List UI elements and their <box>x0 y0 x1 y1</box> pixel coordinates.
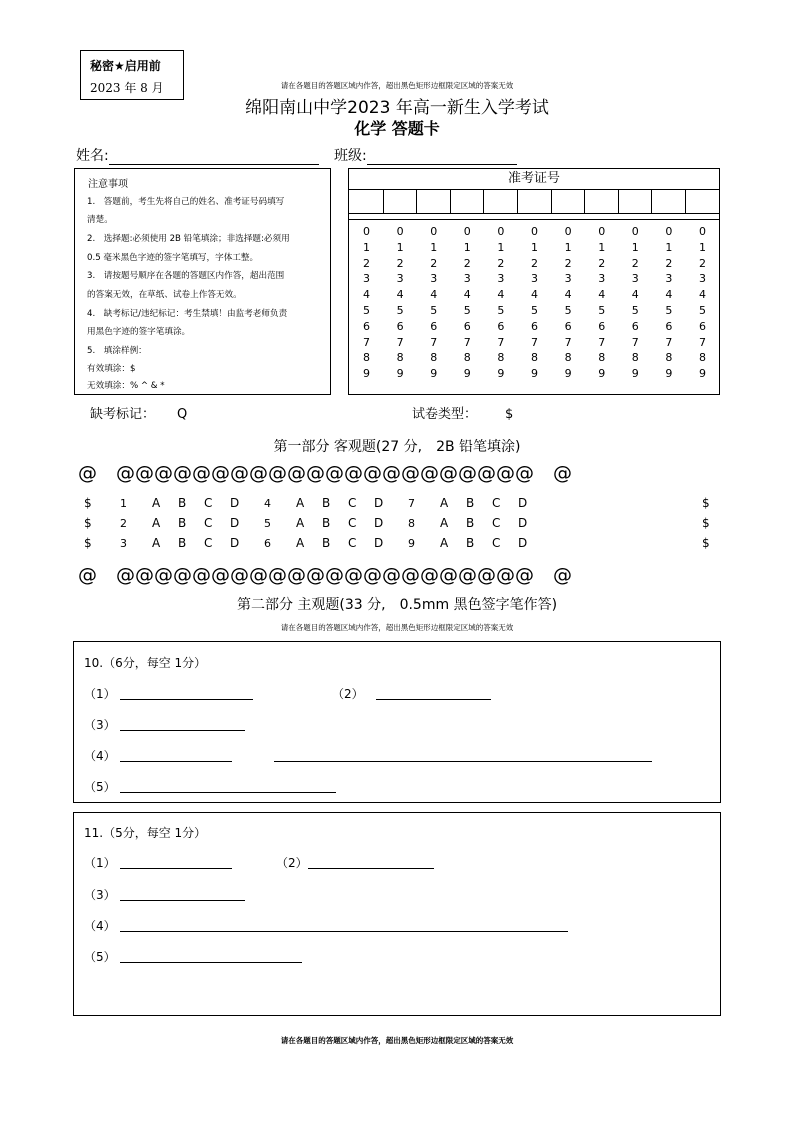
q11-label-3: （3） <box>84 888 116 902</box>
exam-digit-bubble[interactable]: 0 <box>598 225 606 238</box>
q10-label-4: （4） <box>84 749 116 763</box>
q10-answer-1[interactable] <box>120 699 253 700</box>
exam-number-cell-divider <box>551 189 552 213</box>
exam-digit-bubble[interactable]: 9 <box>598 367 606 381</box>
exam-digit-bubble[interactable]: 3 <box>699 272 706 286</box>
q11-label-5: （5） <box>84 950 116 964</box>
exam-digit-bubble[interactable]: 8 <box>363 351 370 365</box>
exam-digit-bubble[interactable]: 1 <box>497 240 505 254</box>
exam-digit-bubble[interactable]: 1 <box>598 240 606 254</box>
option-bubble[interactable]: D <box>374 536 384 550</box>
option-bubble[interactable]: A <box>152 516 161 530</box>
exam-digit-column <box>350 224 384 382</box>
exam-number-cell-divider <box>383 189 384 213</box>
exam-number-divider <box>349 213 719 214</box>
exam-number-title: 准考证号 <box>349 169 719 190</box>
exam-digit-column <box>383 224 417 382</box>
exam-digit-bubble[interactable]: 8 <box>463 351 471 365</box>
exam-digit-bubble[interactable]: 2 <box>665 256 673 270</box>
notice-line: 的答案无效，在草纸、试卷上作答无效。 <box>87 290 242 300</box>
exam-digit-column <box>551 224 585 382</box>
q11-label-1: （1） <box>84 856 116 870</box>
exam-digit-bubble[interactable]: 4 <box>598 288 606 302</box>
option-bubble[interactable]: C <box>348 536 357 550</box>
notice-line: 0.5 毫米黑色字迹的签字笔填写，字体工整。 <box>87 253 259 263</box>
paper-type-label: 试卷类型： <box>412 407 478 422</box>
exam-digit-bubble[interactable]: 3 <box>564 272 572 286</box>
exam-digit-bubble[interactable]: 5 <box>699 303 706 317</box>
exam-digit-bubble[interactable]: 9 <box>531 367 538 381</box>
notice-line: 清楚。 <box>87 215 113 225</box>
exam-digit-bubble[interactable]: 5 <box>363 303 370 317</box>
q10-label-2: （2） <box>332 687 364 701</box>
footer-notice: 请在各题目的答题区域内作答，超出黑色矩形边框限定区域的答案无效 <box>280 1036 514 1045</box>
exam-digit-bubble[interactable]: 1 <box>363 240 370 254</box>
exam-number-cell-divider <box>618 189 619 213</box>
exam-digit-bubble[interactable]: 4 <box>564 288 572 302</box>
exam-digit-bubble[interactable]: 4 <box>497 288 505 302</box>
notice-line: 5. 填涂样例： <box>87 346 147 356</box>
exam-digit-bubble[interactable]: 1 <box>531 240 538 254</box>
question-number: 2 <box>120 517 127 530</box>
exam-digit-bubble[interactable]: 5 <box>463 303 471 317</box>
exam-digit-bubble[interactable]: 4 <box>463 288 471 302</box>
exam-digit-bubble[interactable]: 9 <box>396 367 404 381</box>
exam-digit-bubble[interactable]: 2 <box>396 256 404 270</box>
exam-digit-bubble[interactable]: 3 <box>531 272 538 286</box>
timing-marks-bottom: @ @@@@@@@@@@@@@@@@@@@@@@ @ <box>78 564 573 586</box>
option-bubble[interactable]: D <box>518 516 528 530</box>
exam-digit-bubble[interactable]: 3 <box>363 272 370 286</box>
q11-answer-3[interactable] <box>120 900 245 901</box>
exam-digit-bubble[interactable]: 7 <box>564 335 572 349</box>
q11-answer-5[interactable] <box>120 962 302 963</box>
exam-digit-bubble[interactable]: 7 <box>665 335 673 349</box>
exam-digit-column <box>585 224 619 382</box>
absent-label: 缺考标记： <box>90 407 156 422</box>
option-bubble[interactable]: C <box>492 536 501 550</box>
question-11-box <box>73 812 721 1016</box>
q10-label-5: （5） <box>84 780 116 794</box>
paper-type-row <box>412 403 513 422</box>
option-bubble[interactable]: C <box>492 496 501 510</box>
exam-digit-bubble[interactable]: 5 <box>631 303 639 317</box>
option-bubble[interactable]: C <box>492 516 501 530</box>
option-bubble[interactable]: D <box>230 516 240 530</box>
exam-digit-bubble[interactable]: 0 <box>463 225 471 238</box>
exam-digit-column <box>450 224 484 382</box>
exam-digit-bubble[interactable]: 7 <box>363 335 370 349</box>
exam-digit-bubble[interactable]: 6 <box>430 319 438 333</box>
exam-digit-bubble[interactable]: 0 <box>665 225 673 238</box>
exam-digit-bubble[interactable]: 3 <box>463 272 471 286</box>
exam-number-cell-divider <box>416 189 417 213</box>
exam-digit-bubble[interactable]: 7 <box>430 335 438 349</box>
option-bubble[interactable]: D <box>230 496 240 510</box>
notice-line: 1. 答题前，考生先将自己的姓名、准考证号码填写 <box>87 197 285 207</box>
exam-digit-bubble[interactable]: 9 <box>497 367 505 381</box>
notice-line: 用黑色字迹的签字笔填涂。 <box>87 327 191 337</box>
exam-digit-bubble[interactable]: 2 <box>497 256 505 270</box>
exam-number-cell-divider <box>483 189 484 213</box>
timing-mark-left: $ <box>84 516 92 530</box>
question-number: 3 <box>120 537 127 550</box>
notice-line: 有效填涂：$ <box>87 364 136 374</box>
secret-label: 秘密★启用前 <box>90 59 161 73</box>
timing-marks-top: @ @@@@@@@@@@@@@@@@@@@@@@ @ <box>78 462 573 484</box>
class-label: 班级: <box>334 148 367 164</box>
q10-answer-5[interactable] <box>120 792 336 793</box>
paper-type-bubble[interactable]: $ <box>505 407 514 422</box>
exam-digit-bubble[interactable]: 3 <box>430 272 438 286</box>
exam-digit-bubble[interactable]: 0 <box>699 225 706 238</box>
exam-digit-bubble[interactable]: 4 <box>531 288 538 302</box>
option-bubble[interactable]: D <box>374 516 384 530</box>
option-bubble[interactable]: A <box>440 516 449 530</box>
question-number: 7 <box>408 497 415 510</box>
exam-digit-bubble[interactable]: 0 <box>497 225 505 238</box>
q10-answer-4b[interactable] <box>274 761 652 762</box>
exam-digit-bubble[interactable]: 0 <box>531 225 538 238</box>
q10-label-1: （1） <box>84 687 116 701</box>
timing-mark-right: $ <box>702 496 710 510</box>
q11-label-4: （4） <box>84 919 116 933</box>
option-bubble[interactable]: C <box>204 536 213 550</box>
option-bubble[interactable]: A <box>296 496 305 510</box>
option-bubble[interactable]: C <box>348 496 357 510</box>
exam-digit-bubble[interactable]: 9 <box>631 367 639 381</box>
exam-number-cell-divider <box>450 189 451 213</box>
exam-digit-bubble[interactable]: 4 <box>363 288 370 302</box>
exam-digit-column <box>518 224 552 382</box>
exam-digit-bubble[interactable]: 8 <box>497 351 505 365</box>
exam-digit-bubble[interactable]: 9 <box>564 367 572 381</box>
exam-digit-bubble[interactable]: 2 <box>463 256 471 270</box>
exam-digit-column <box>484 224 518 382</box>
exam-digit-bubble[interactable]: 9 <box>430 367 438 381</box>
notice-line: 3. 请按题号顺序在各题的答题区内作答，超出范围 <box>87 271 285 281</box>
exam-digit-bubble[interactable]: 0 <box>564 225 572 238</box>
exam-digit-bubble[interactable]: 6 <box>463 319 471 333</box>
exam-number-cell-divider <box>517 189 518 213</box>
notice-box <box>74 168 331 395</box>
option-bubble[interactable]: B <box>322 496 331 510</box>
option-bubble[interactable]: B <box>322 536 331 550</box>
option-bubble[interactable]: B <box>178 536 187 550</box>
exam-digit-bubble[interactable]: 7 <box>497 335 505 349</box>
exam-digit-bubble[interactable]: 8 <box>564 351 572 365</box>
option-bubble[interactable]: B <box>466 516 475 530</box>
exam-digit-bubble[interactable]: 7 <box>699 335 706 349</box>
question-number: 5 <box>264 517 271 530</box>
exam-digit-bubble[interactable]: 1 <box>430 240 438 254</box>
exam-digit-bubble[interactable]: 6 <box>564 319 572 333</box>
question-number: 8 <box>408 517 415 530</box>
exam-digit-bubble[interactable]: 6 <box>497 319 505 333</box>
notice-line: 2. 选择题:必须使用 2B 铅笔填涂；非选择题:必须用 <box>87 234 290 244</box>
exam-digit-bubble[interactable]: 6 <box>531 319 538 333</box>
exam-digit-bubble[interactable]: 8 <box>430 351 438 365</box>
exam-date: 2023 年 8 月 <box>90 81 164 95</box>
option-bubble[interactable]: C <box>204 516 213 530</box>
option-bubble[interactable]: A <box>440 496 449 510</box>
class-row <box>334 145 517 165</box>
option-bubble[interactable]: A <box>296 536 305 550</box>
exam-digit-bubble[interactable]: 3 <box>396 272 404 286</box>
exam-digit-bubble[interactable]: 1 <box>699 240 706 254</box>
option-bubble[interactable]: A <box>152 536 161 550</box>
option-bubble[interactable]: C <box>204 496 213 510</box>
q10-answer-2[interactable] <box>376 699 491 700</box>
timing-mark-right: $ <box>702 516 710 530</box>
exam-digit-bubble[interactable]: 4 <box>665 288 673 302</box>
exam-digit-bubble[interactable]: 7 <box>463 335 471 349</box>
exam-digit-bubble[interactable]: 1 <box>564 240 572 254</box>
option-bubble[interactable]: B <box>178 516 187 530</box>
q11-answer-1[interactable] <box>120 868 232 869</box>
exam-number-cell-divider <box>584 189 585 213</box>
exam-digit-bubble[interactable]: 7 <box>396 335 404 349</box>
exam-digit-bubble[interactable]: 0 <box>631 225 639 238</box>
notice-title: 注意事项 <box>88 179 128 190</box>
option-bubble[interactable]: D <box>518 536 528 550</box>
exam-digit-column <box>652 224 686 382</box>
option-bubble[interactable]: B <box>322 516 331 530</box>
exam-digit-bubble[interactable]: 5 <box>497 303 505 317</box>
sheet-subtitle: 化学 答题卡 <box>354 119 440 138</box>
class-field[interactable] <box>367 164 517 165</box>
q11-answer-2[interactable] <box>308 868 434 869</box>
part1-title: 第一部分 客观题(27 分, 2B 铅笔填涂) <box>273 439 521 455</box>
exam-digit-bubble[interactable]: 2 <box>699 256 706 270</box>
exam-title: 绵阳南山中学2023 年高一新生入学考试 <box>245 98 549 118</box>
exam-digit-bubble[interactable]: 5 <box>430 303 438 317</box>
exam-digit-bubble[interactable]: 5 <box>396 303 404 317</box>
exam-digit-bubble[interactable]: 6 <box>631 319 639 333</box>
absent-row <box>90 403 187 422</box>
question-11-title: 11.（5分，每空 1分） <box>84 826 207 840</box>
exam-digit-bubble[interactable]: 4 <box>396 288 404 302</box>
exam-digit-bubble[interactable]: 1 <box>631 240 639 254</box>
exam-digit-column <box>618 224 652 382</box>
absent-bubble[interactable]: Q <box>177 407 188 422</box>
exam-digit-bubble[interactable]: 0 <box>430 225 438 238</box>
exam-digit-bubble[interactable]: 2 <box>531 256 538 270</box>
exam-digit-bubble[interactable]: 4 <box>631 288 639 302</box>
exam-digit-bubble[interactable]: 7 <box>631 335 639 349</box>
exam-digit-bubble[interactable]: 9 <box>699 367 706 381</box>
option-bubble[interactable]: B <box>178 496 187 510</box>
exam-digit-bubble[interactable]: 2 <box>430 256 438 270</box>
exam-digit-bubble[interactable]: 8 <box>396 351 404 365</box>
question-number: 9 <box>408 537 415 550</box>
option-bubble[interactable]: D <box>518 496 528 510</box>
exam-digit-bubble[interactable]: 9 <box>363 367 370 381</box>
name-row <box>76 145 319 165</box>
exam-digit-bubble[interactable]: 4 <box>430 288 438 302</box>
option-bubble[interactable]: A <box>152 496 161 510</box>
part2-notice: 请在各题目的答题区域内作答，超出黑色矩形边框限定区域的答案无效 <box>280 623 514 632</box>
option-bubble[interactable]: C <box>348 516 357 530</box>
exam-digit-column <box>417 224 451 382</box>
exam-digit-bubble[interactable]: 1 <box>396 240 404 254</box>
question-10-title: 10.（6分，每空 1分） <box>84 656 207 670</box>
notice-line: 4. 缺考标记/违纪标记：考生禁填！由监考老师负责 <box>87 309 288 319</box>
option-bubble[interactable]: A <box>296 516 305 530</box>
exam-digit-bubble[interactable]: 9 <box>463 367 471 381</box>
timing-mark-left: $ <box>84 536 92 550</box>
option-bubble[interactable]: D <box>374 496 384 510</box>
q11-answer-4[interactable] <box>120 931 568 932</box>
exam-digit-bubble[interactable]: 6 <box>598 319 606 333</box>
exam-digit-bubble[interactable]: 2 <box>598 256 606 270</box>
question-10-box <box>73 641 721 803</box>
exam-digit-bubble[interactable]: 8 <box>631 351 639 365</box>
exam-digit-bubble[interactable]: 8 <box>699 351 706 365</box>
exam-number-divider <box>349 219 719 220</box>
exam-number-cell-divider <box>651 189 652 213</box>
exam-digit-bubble[interactable]: 4 <box>699 288 706 302</box>
name-field[interactable] <box>109 164 319 165</box>
question-number: 4 <box>264 497 271 510</box>
exam-number-box <box>348 168 720 395</box>
timing-mark-right: $ <box>702 536 710 550</box>
exam-digit-bubble[interactable]: 2 <box>564 256 572 270</box>
option-bubble[interactable]: B <box>466 536 475 550</box>
exam-digit-bubble[interactable]: 5 <box>531 303 538 317</box>
exam-digit-bubble[interactable]: 3 <box>665 272 673 286</box>
notice-line: 无效填涂：% ^ & * <box>87 381 165 391</box>
q10-answer-4a[interactable] <box>120 761 232 762</box>
exam-digit-bubble[interactable]: 5 <box>564 303 572 317</box>
name-label: 姓名: <box>76 148 109 164</box>
exam-digit-bubble[interactable]: 7 <box>598 335 606 349</box>
exam-digit-bubble[interactable]: 3 <box>598 272 606 286</box>
exam-digit-bubble[interactable]: 6 <box>699 319 706 333</box>
exam-digit-bubble[interactable]: 0 <box>363 225 370 238</box>
question-number: 6 <box>264 537 271 550</box>
exam-number-cell-divider <box>685 189 686 213</box>
exam-digit-bubble[interactable]: 1 <box>665 240 673 254</box>
option-bubble[interactable]: D <box>230 536 240 550</box>
exam-digit-bubble[interactable]: 5 <box>665 303 673 317</box>
question-number: 1 <box>120 497 127 510</box>
timing-mark-left: $ <box>84 496 92 510</box>
q10-answer-3[interactable] <box>120 730 245 731</box>
exam-digit-bubble[interactable]: 6 <box>363 319 370 333</box>
header-notice: 请在各题目的答题区域内作答，超出黑色矩形边框限定区域的答案无效 <box>280 81 514 90</box>
exam-digit-bubble[interactable]: 8 <box>531 351 538 365</box>
option-bubble[interactable]: B <box>466 496 475 510</box>
exam-digit-bubble[interactable]: 7 <box>531 335 538 349</box>
exam-digit-bubble[interactable]: 0 <box>396 225 404 238</box>
part2-title: 第二部分 主观题(33 分, 0.5mm 黑色签字笔作答) <box>236 597 558 613</box>
exam-digit-bubble[interactable]: 2 <box>363 256 370 270</box>
exam-digit-bubble[interactable]: 5 <box>598 303 606 317</box>
exam-digit-bubble[interactable]: 8 <box>598 351 606 365</box>
option-bubble[interactable]: A <box>440 536 449 550</box>
exam-digit-bubble[interactable]: 6 <box>665 319 673 333</box>
exam-digit-bubble[interactable]: 2 <box>631 256 639 270</box>
exam-digit-bubble[interactable]: 9 <box>665 367 673 381</box>
q10-label-3: （3） <box>84 718 116 732</box>
exam-digit-column <box>686 224 720 382</box>
exam-digit-bubble[interactable]: 8 <box>665 351 673 365</box>
exam-digit-bubble[interactable]: 1 <box>463 240 471 254</box>
exam-digit-bubble[interactable]: 6 <box>396 319 404 333</box>
exam-digit-bubble[interactable]: 3 <box>497 272 505 286</box>
exam-digit-bubble[interactable]: 3 <box>631 272 639 286</box>
q11-label-2: （2） <box>276 856 308 870</box>
